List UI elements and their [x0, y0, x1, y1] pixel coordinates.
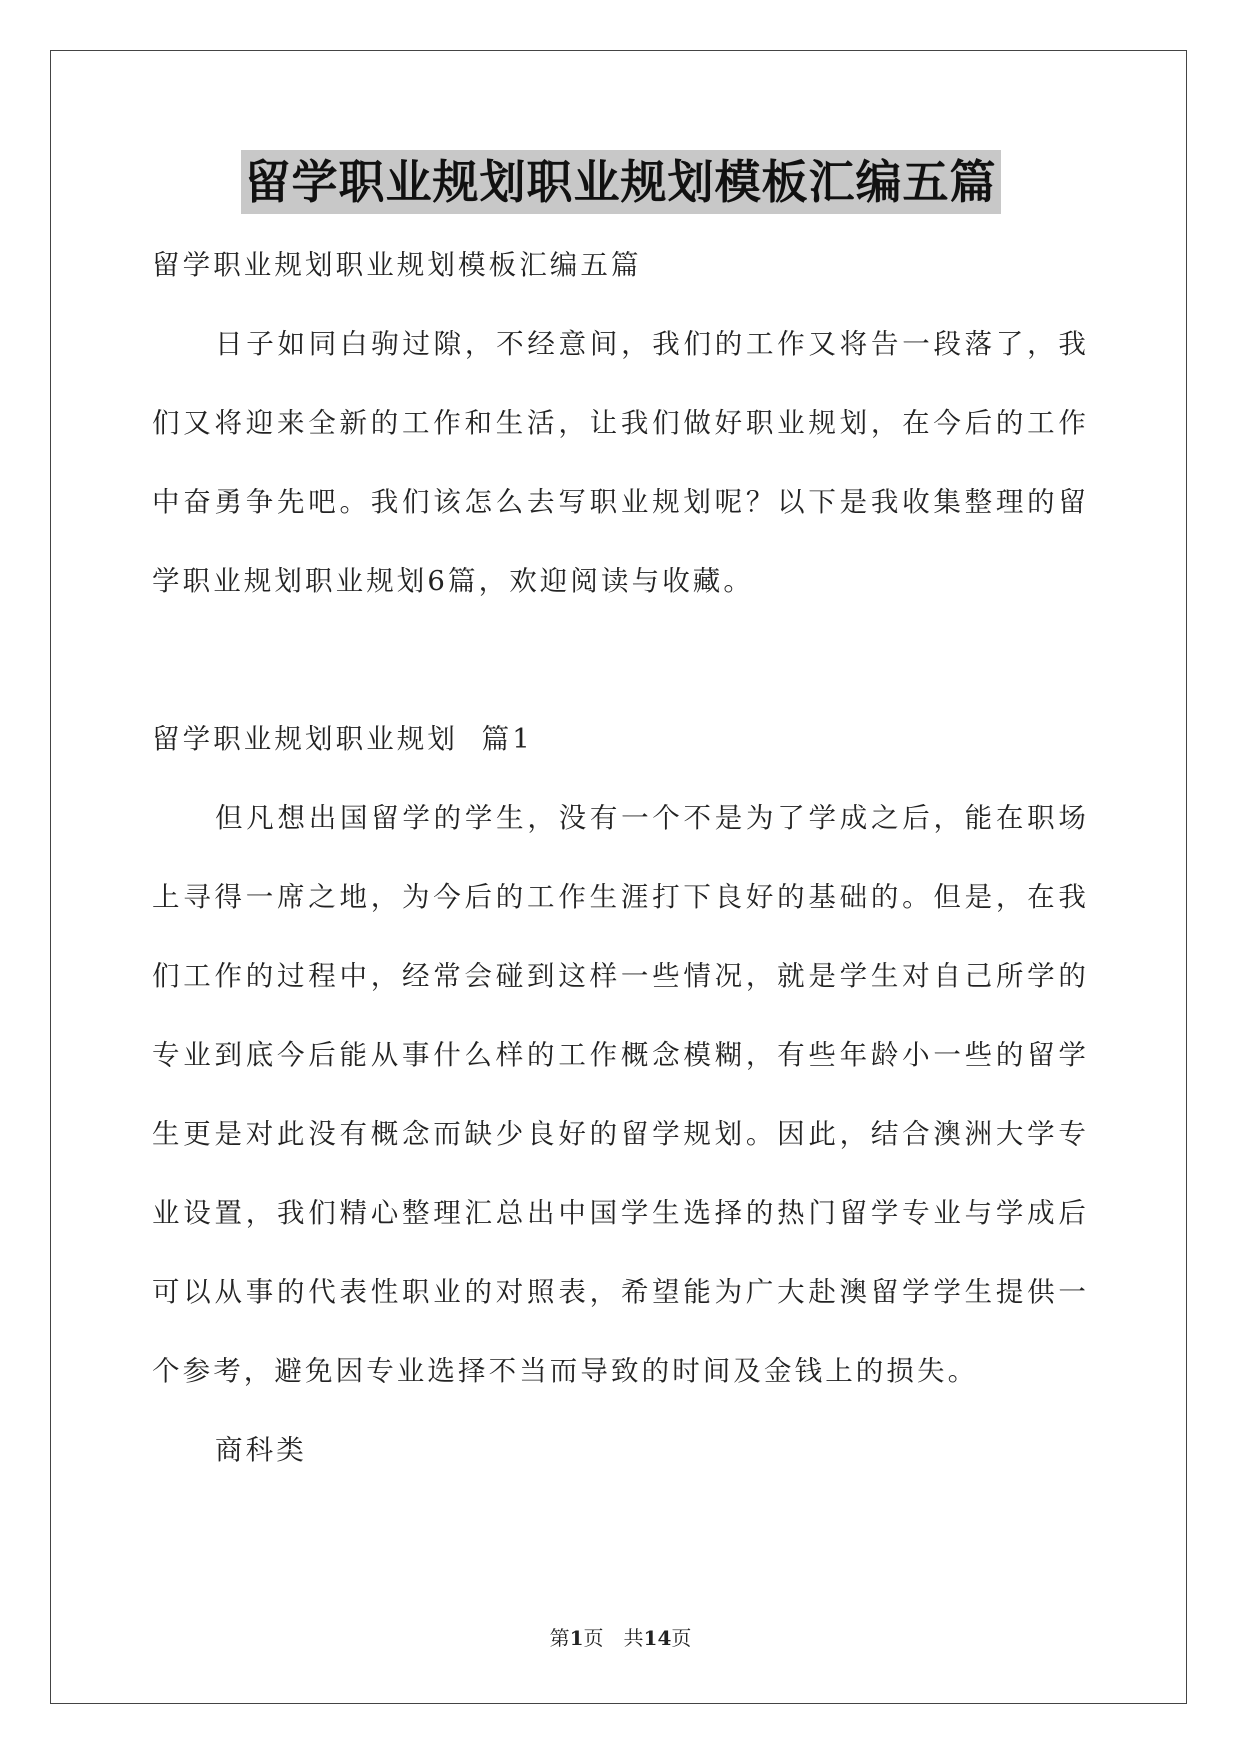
intro-line: 学职业规划职业规划6篇，欢迎阅读与收藏。 [152, 565, 754, 597]
title-container [0, 150, 1241, 214]
section-heading: 留学职业规划职业规划 篇1 [152, 723, 533, 755]
intro-line: 中奋勇争先吧。我们该怎么去写职业规划呢？以下是我收集整理的留 [152, 486, 1089, 518]
footer-page-current: 1 [569, 1626, 584, 1650]
footer-page-total: 14 [643, 1626, 672, 1650]
section-line: 们工作的过程中，经常会碰到这样一些情况，就是学生对自己所学的 [152, 960, 1089, 992]
document-subtitle: 留学职业规划职业规划模板汇编五篇 [152, 249, 642, 281]
section-line: 上寻得一席之地，为今后的工作生涯打下良好的基础的。但是，在我 [152, 881, 1089, 913]
intro-line: 日子如同白驹过隙，不经意间，我们的工作又将告一段落了，我 [215, 328, 1089, 360]
footer-page-prefix: 第 [549, 1626, 570, 1650]
document-body [152, 226, 1089, 1490]
footer-page-mid: 页 共 [583, 1626, 644, 1650]
section-line: 但凡想出国留学的学生，没有一个不是为了学成之后，能在职场 [215, 802, 1089, 834]
footer-page-suffix: 页 [671, 1626, 692, 1650]
section-line: 生更是对此没有概念而缺少良好的留学规划。因此，结合澳洲大学专 [152, 1118, 1089, 1150]
intro-line: 们又将迎来全新的工作和生活，让我们做好职业规划，在今后的工作 [152, 407, 1089, 439]
paragraph-gap [152, 621, 1089, 700]
document-title: 留学职业规划职业规划模板汇编五篇 [241, 150, 1001, 214]
section-line: 个参考，避免因专业选择不当而导致的时间及金钱上的损失。 [152, 1355, 979, 1387]
subheading: 商科类 [215, 1434, 307, 1466]
section-line: 业设置，我们精心整理汇总出中国学生选择的热门留学专业与学成后 [152, 1197, 1089, 1229]
section-line: 专业到底今后能从事什么样的工作概念模糊，有些年龄小一些的留学 [152, 1039, 1089, 1071]
page-footer [0, 1622, 1241, 1651]
section-line: 可以从事的代表性职业的对照表，希望能为广大赴澳留学学生提供一 [152, 1276, 1089, 1308]
